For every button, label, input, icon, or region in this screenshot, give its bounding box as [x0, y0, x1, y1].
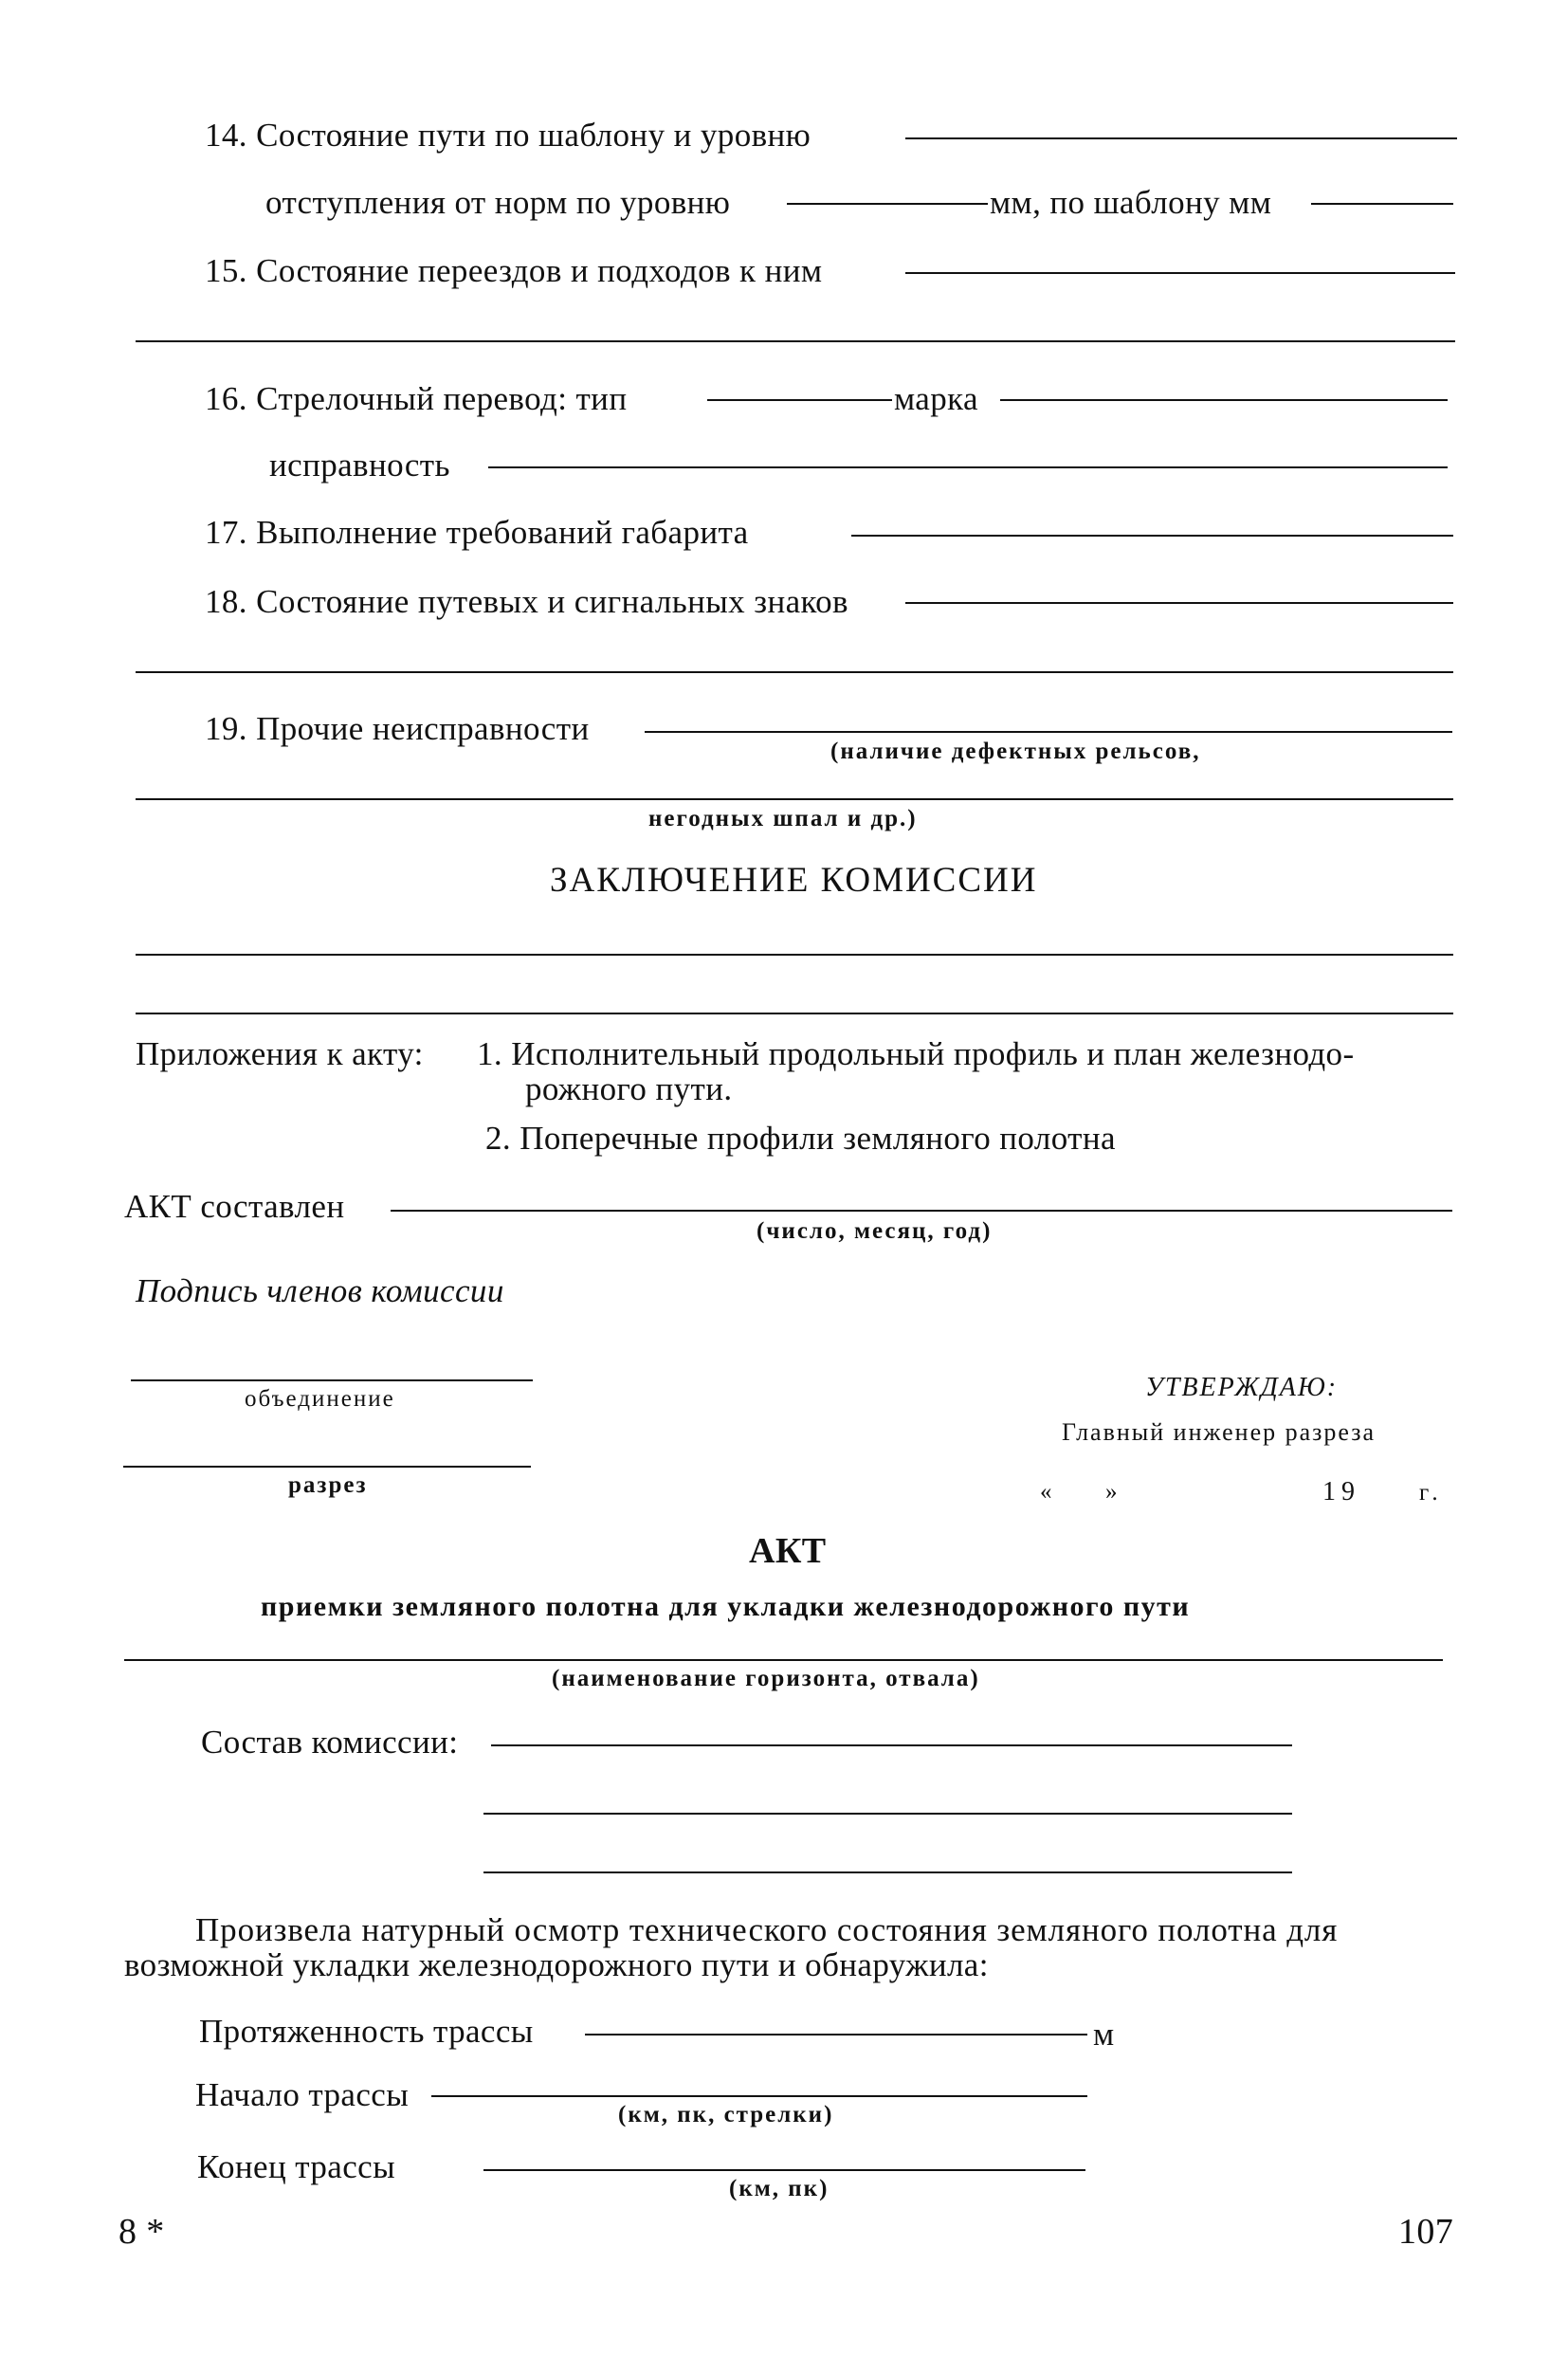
appendix-item-2: 2. Поперечные профили земляного полотна [485, 1120, 1116, 1157]
commission-line-2[interactable] [483, 1813, 1292, 1815]
approve-year-suffix: г. [1419, 1480, 1444, 1506]
page-number: 107 [1398, 2212, 1454, 2252]
act2-commission-label: Состав комиссии: [201, 1724, 459, 1761]
conclusion-line-2[interactable] [136, 1013, 1453, 1014]
start-line[interactable] [431, 2095, 1087, 2097]
section-label: разрез [288, 1472, 368, 1498]
conclusion-line-1[interactable] [136, 954, 1453, 956]
item-18-label: 18. Состояние путевых и сигнальных знаков [205, 583, 848, 620]
item-18-line-2[interactable] [136, 671, 1453, 673]
start-hint: (км, пк, стрелки) [618, 2102, 834, 2127]
appendix-lead: Приложения к акту: [136, 1035, 424, 1072]
approve-title: УТВЕРЖДАЮ: [1145, 1373, 1339, 1402]
act2-title: АКТ [749, 1531, 827, 1571]
item-19-label: 19. Прочие неисправности [205, 710, 590, 747]
item-19-line-2[interactable] [136, 798, 1453, 800]
item-14-line[interactable] [905, 137, 1457, 139]
item-17-line[interactable] [851, 535, 1453, 537]
commission-line-1[interactable] [491, 1744, 1292, 1746]
item-15-line-2[interactable] [136, 340, 1455, 342]
item-15-label: 15. Состояние переездов и подходов к ним [205, 252, 823, 289]
signatures-title: Подпись членов комиссии [136, 1272, 504, 1309]
commission-line-3[interactable] [483, 1871, 1292, 1873]
approve-quote-close: » [1105, 1479, 1120, 1505]
act2-para-a: Произвела натурный осмотр технического состояния земляного полотна для [195, 1911, 1339, 1948]
end-line[interactable] [483, 2169, 1085, 2171]
item-18-line[interactable] [905, 602, 1453, 604]
item-14-label: 14. Состояние пути по шаблону и уровню [205, 117, 811, 154]
item-16-type-line[interactable] [707, 399, 892, 401]
act2-para-b: возможной укладки железнодорожного пути и обнаружила: [124, 1946, 989, 1983]
footer-left: 8 * [119, 2212, 165, 2252]
section-line[interactable] [123, 1466, 531, 1468]
item-14-sub-b: мм, по шаблону мм [990, 184, 1272, 221]
item-16-marka-line[interactable] [1000, 399, 1448, 401]
item-14-level-line[interactable] [787, 203, 988, 205]
item-16-condition-line[interactable] [488, 466, 1448, 468]
conclusion-title: ЗАКЛЮЧЕНИЕ КОМИССИИ [550, 861, 1038, 900]
item-17-label: 17. Выполнение требований габарита [205, 514, 749, 551]
approve-role: Главный инженер разреза [1062, 1418, 1377, 1446]
approve-quote-open: « [1040, 1479, 1054, 1505]
item-16-marka: марка [894, 380, 978, 417]
item-16-label: 16. Стрелочный перевод: тип [205, 380, 628, 417]
item-16-sub: исправность [269, 447, 450, 484]
length-line[interactable] [585, 2034, 1087, 2036]
item-14-gauge-line[interactable] [1311, 203, 1453, 205]
act-compiled-label: АКТ составлен [124, 1188, 345, 1225]
appendix-item-1-b: рожного пути. [525, 1070, 733, 1107]
act-compiled-line[interactable] [391, 1210, 1452, 1212]
approve-year: 19 [1322, 1477, 1360, 1506]
act2-subtitle: приемки земляного полотна для укладки железнодорожного пути [261, 1591, 1191, 1622]
end-label: Конец трассы [197, 2148, 395, 2185]
end-hint: (км, пк) [729, 2176, 830, 2201]
appendix-item-1-a: 1. Исполнительный продольный профиль и план железнодо- [477, 1035, 1355, 1072]
item-14-sub-a: отступления от норм по уровню [265, 184, 731, 221]
association-line[interactable] [131, 1379, 533, 1381]
length-unit: м [1093, 2016, 1115, 2053]
act2-hint: (наименование горизонта, отвала) [552, 1666, 980, 1691]
item-19-hint-1: (наличие дефектных рельсов, [830, 739, 1201, 764]
start-label: Начало трассы [195, 2076, 410, 2113]
association-label: объединение [245, 1386, 395, 1412]
act2-horizon-line[interactable] [124, 1659, 1443, 1661]
item-15-line[interactable] [905, 272, 1455, 274]
length-label: Протяженность трассы [199, 2013, 534, 2050]
act-compiled-hint: (число, месяц, год) [757, 1218, 993, 1244]
item-19-line[interactable] [645, 731, 1452, 733]
item-19-hint-2: негодных шпал и др.) [648, 806, 918, 831]
